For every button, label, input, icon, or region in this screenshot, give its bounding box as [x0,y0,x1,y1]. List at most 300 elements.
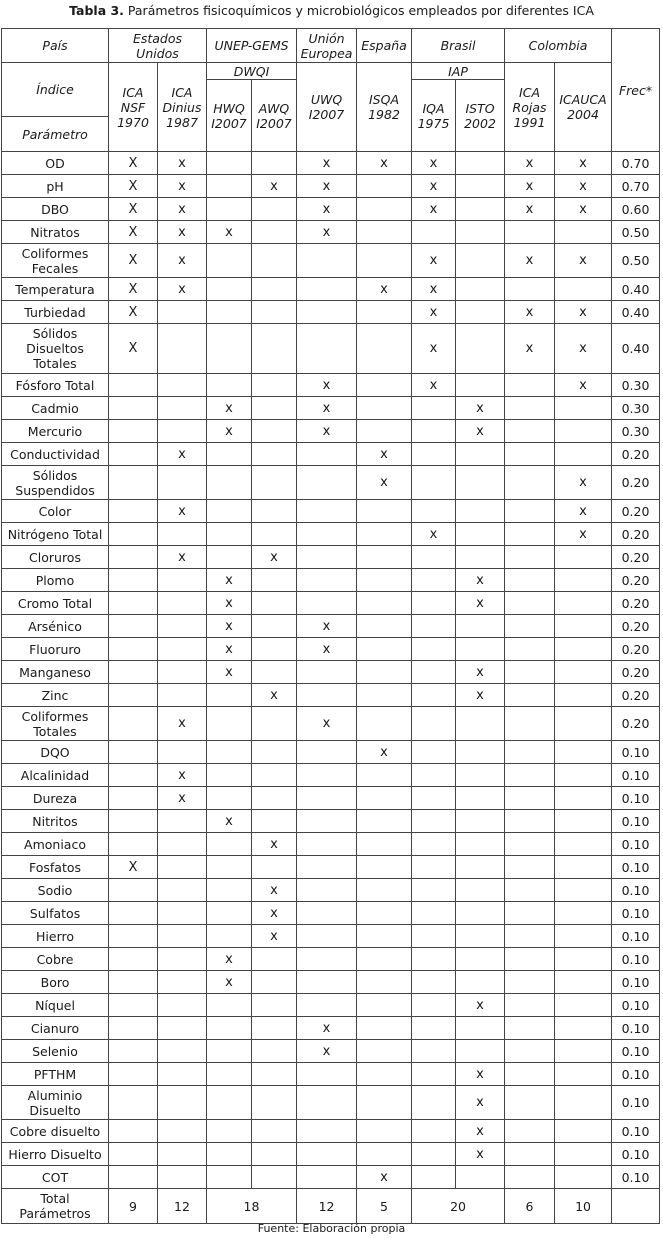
mark-cell [297,1063,357,1086]
frec-value: 0.30 [612,420,660,443]
table-row [2,592,660,615]
header-index: AWQ I2007 [252,80,297,152]
mark-cell [109,420,158,443]
mark-cell: x [357,152,412,175]
source-note: Fuente: Elaboración propia [257,1222,406,1235]
mark-cell [456,374,505,397]
frec-value: 0.20 [612,500,660,523]
mark-cell [297,902,357,925]
table-header [2,29,660,152]
caption-text: Parámetros fisicoquímicos y microbiológicos empleados por diferentes ICA [127,3,594,18]
frec-value: 0.30 [612,374,660,397]
parameter-name: Cobre disuelto [2,1120,109,1143]
table-row [2,684,660,707]
mark-cell [109,879,158,902]
mark-cell [412,569,456,592]
mark-cell [456,925,505,948]
mark-cell [456,152,505,175]
mark-cell [297,833,357,856]
mark-cell: x [357,1166,412,1189]
mark-cell: x [412,324,456,374]
mark-cell [252,1040,297,1063]
mark-cell [207,152,252,175]
mark-cell [357,615,412,638]
mark-cell [412,397,456,420]
mark-cell: x [505,324,555,374]
table-row [2,397,660,420]
mark-cell [357,684,412,707]
mark-cell: x [456,397,505,420]
mark-cell [412,638,456,661]
frec-value: 0.20 [612,523,660,546]
mark-cell [412,994,456,1017]
mark-cell [158,879,207,902]
mark-cell: x [297,1040,357,1063]
mark-cell: x [207,948,252,971]
header-country-usa: Estados Unidos [109,29,207,63]
mark-cell [555,443,612,466]
mark-cell [207,1063,252,1086]
mark-cell [505,1143,555,1166]
mark-cell [357,971,412,994]
mark-cell [456,741,505,764]
table-row [2,856,660,879]
mark-cell [412,221,456,244]
mark-cell [505,661,555,684]
mark-cell [412,1143,456,1166]
mark-cell [158,397,207,420]
parameter-name: Hierro [2,925,109,948]
mark-cell [207,198,252,221]
mark-cell [207,324,252,374]
header-index: ICA Rojas 1991 [505,63,555,152]
mark-cell [357,324,412,374]
mark-cell [412,1017,456,1040]
mark-cell [252,971,297,994]
mark-cell: x [555,175,612,198]
mark-cell: x [207,810,252,833]
mark-cell [357,500,412,523]
frec-value: 0.50 [612,244,660,278]
mark-cell [158,810,207,833]
frec-value: 0.20 [612,546,660,569]
mark-cell [109,1017,158,1040]
mark-cell: x [505,152,555,175]
mark-cell [555,1143,612,1166]
mark-cell [158,1120,207,1143]
mark-cell [158,971,207,994]
mark-cell [456,443,505,466]
parameter-name: Aluminio Disuelto [2,1086,109,1120]
mark-cell [252,615,297,638]
mark-cell: x [297,397,357,420]
parameter-name: Sólidos Suspendidos [2,466,109,500]
table-row [2,615,660,638]
mark-cell [357,1040,412,1063]
table-row [2,443,660,466]
mark-cell [357,764,412,787]
mark-cell [207,925,252,948]
table-row [2,707,660,741]
table-row [2,879,660,902]
mark-cell: x [252,546,297,569]
mark-cell [357,420,412,443]
mark-cell [357,902,412,925]
table-row [2,810,660,833]
table-row [2,374,660,397]
mark-cell [456,546,505,569]
mark-cell [555,546,612,569]
mark-cell: x [412,152,456,175]
mark-cell [158,856,207,879]
total-cell: 10 [555,1189,612,1224]
mark-cell [297,500,357,523]
mark-cell [109,902,158,925]
mark-cell [158,948,207,971]
frec-value: 0.10 [612,1017,660,1040]
mark-cell [297,764,357,787]
mark-cell [207,764,252,787]
mark-cell [412,925,456,948]
mark-cell [357,925,412,948]
mark-cell [109,925,158,948]
header-country-ue: Unión Europea [297,29,357,63]
mark-cell: x [456,994,505,1017]
mark-cell [456,787,505,810]
frec-value: 0.10 [612,810,660,833]
mark-cell [357,856,412,879]
mark-cell [207,244,252,278]
mark-cell [109,684,158,707]
mark-cell [207,879,252,902]
header-index: UWQ I2007 [297,63,357,152]
mark-cell: x [158,278,207,301]
mark-cell: X [109,221,158,244]
header-index: ICA Dinius 1987 [158,63,207,152]
mark-cell [297,661,357,684]
mark-cell [505,278,555,301]
mark-cell [505,1040,555,1063]
mark-cell: x [412,374,456,397]
mark-cell [252,741,297,764]
mark-cell [456,278,505,301]
mark-cell [357,948,412,971]
header-country-bra: Brasil [412,29,505,63]
mark-cell [412,661,456,684]
parameter-name: Boro [2,971,109,994]
mark-cell [555,833,612,856]
mark-cell [297,741,357,764]
mark-cell [505,684,555,707]
mark-cell [555,684,612,707]
mark-cell [555,994,612,1017]
parameter-name: Coliformes Fecales [2,244,109,278]
mark-cell: X [109,152,158,175]
mark-cell [456,971,505,994]
mark-cell: x [158,152,207,175]
table-row [2,833,660,856]
mark-cell [297,684,357,707]
parameter-name: Cloruros [2,546,109,569]
total-cell: 20 [412,1189,505,1224]
mark-cell [456,707,505,741]
parameter-name: DBO [2,198,109,221]
header-index: ISTO 2002 [456,80,505,152]
parameter-name: Cobre [2,948,109,971]
mark-cell: x [158,707,207,741]
mark-cell [412,879,456,902]
mark-cell: x [456,684,505,707]
table-row [2,1120,660,1143]
mark-cell [357,175,412,198]
mark-cell: x [456,1143,505,1166]
mark-cell: x [158,546,207,569]
header-country-esp: España [357,29,412,63]
mark-cell: x [412,278,456,301]
parameter-name: Níquel [2,994,109,1017]
mark-cell [456,301,505,324]
header-index: ISQA 1982 [357,63,412,152]
mark-cell [412,856,456,879]
mark-cell [207,833,252,856]
mark-cell [357,374,412,397]
parameter-name: Coliformes Totales [2,707,109,741]
mark-cell: x [158,764,207,787]
mark-cell [252,994,297,1017]
mark-cell: x [297,221,357,244]
table-body [2,152,660,1189]
mark-cell [357,301,412,324]
table-row [2,420,660,443]
mark-cell [109,707,158,741]
frec-value: 0.20 [612,466,660,500]
mark-cell [207,175,252,198]
mark-cell [412,420,456,443]
mark-cell: x [555,301,612,324]
mark-cell: x [252,833,297,856]
mark-cell [357,638,412,661]
mark-cell [109,833,158,856]
mark-cell [252,1120,297,1143]
frec-value: 0.10 [612,1143,660,1166]
mark-cell [252,324,297,374]
mark-cell [252,1086,297,1120]
mark-cell [456,615,505,638]
mark-cell: x [456,420,505,443]
mark-cell [109,1143,158,1166]
mark-cell: X [109,856,158,879]
mark-cell [456,856,505,879]
mark-cell: x [412,523,456,546]
frec-value: 0.10 [612,994,660,1017]
mark-cell [207,466,252,500]
mark-cell [297,787,357,810]
mark-cell [555,1017,612,1040]
mark-cell: x [252,925,297,948]
mark-cell [207,1086,252,1120]
mark-cell [109,1063,158,1086]
mark-cell [456,466,505,500]
header-frec: Frec* [612,29,660,152]
mark-cell [109,443,158,466]
mark-cell: x [252,879,297,902]
mark-cell [297,948,357,971]
mark-cell: x [158,175,207,198]
mark-cell [158,420,207,443]
mark-cell [252,1063,297,1086]
mark-cell [505,994,555,1017]
mark-cell [207,1040,252,1063]
mark-cell [109,500,158,523]
parameter-name: Arsénico [2,615,109,638]
table-row [2,546,660,569]
mark-cell [252,301,297,324]
parameter-name: Sulfatos [2,902,109,925]
mark-cell: x [297,638,357,661]
mark-cell [109,810,158,833]
frec-value: 0.10 [612,1166,660,1189]
mark-cell [297,810,357,833]
mark-cell: x [456,592,505,615]
mark-cell: x [297,374,357,397]
mark-cell [505,592,555,615]
header-country-unep: UNEP-GEMS [207,29,297,63]
mark-cell: x [456,569,505,592]
mark-cell [252,1166,297,1189]
mark-cell [158,661,207,684]
mark-cell [555,397,612,420]
mark-cell [207,1166,252,1189]
mark-cell: x [357,741,412,764]
parameter-name: pH [2,175,109,198]
mark-cell [252,374,297,397]
parameter-name: COT [2,1166,109,1189]
mark-cell [207,994,252,1017]
mark-cell [412,1166,456,1189]
parameter-name: Selenio [2,1040,109,1063]
mark-cell [109,546,158,569]
mark-cell [207,443,252,466]
table-row [2,1166,660,1189]
mark-cell [109,638,158,661]
mark-cell [207,1120,252,1143]
frec-value: 0.20 [612,443,660,466]
frec-value: 0.40 [612,278,660,301]
mark-cell [505,466,555,500]
frec-value: 0.10 [612,1086,660,1120]
mark-cell [357,523,412,546]
parameter-name: Conductividad [2,443,109,466]
mark-cell [252,244,297,278]
mark-cell [158,1086,207,1120]
mark-cell [357,787,412,810]
mark-cell [412,1120,456,1143]
frec-value: 0.20 [612,592,660,615]
parameter-name: Turbiedad [2,301,109,324]
mark-cell [207,1017,252,1040]
mark-cell [109,764,158,787]
frec-value: 0.10 [612,833,660,856]
mark-cell [555,638,612,661]
mark-cell: x [207,615,252,638]
mark-cell: x [252,684,297,707]
mark-cell: x [297,175,357,198]
frec-value: 0.10 [612,1040,660,1063]
mark-cell [207,787,252,810]
mark-cell [555,1120,612,1143]
mark-cell [109,1040,158,1063]
mark-cell: x [207,971,252,994]
mark-cell: x [555,244,612,278]
mark-cell [505,420,555,443]
mark-cell [456,948,505,971]
parameter-name: Sodio [2,879,109,902]
mark-cell: x [456,1086,505,1120]
mark-cell [505,1166,555,1189]
mark-cell [207,902,252,925]
mark-cell [412,1063,456,1086]
mark-cell [252,198,297,221]
mark-cell [207,707,252,741]
table-row [2,221,660,244]
mark-cell: x [207,569,252,592]
mark-cell [252,948,297,971]
mark-cell [109,569,158,592]
mark-cell [252,1017,297,1040]
frec-value: 0.20 [612,569,660,592]
mark-cell [505,615,555,638]
mark-cell [109,523,158,546]
mark-cell [109,661,158,684]
mark-cell [357,244,412,278]
mark-cell: X [109,198,158,221]
mark-cell [252,278,297,301]
mark-cell [555,764,612,787]
mark-cell [505,810,555,833]
mark-cell [252,787,297,810]
mark-cell [555,902,612,925]
frec-value: 0.40 [612,324,660,374]
mark-cell [297,278,357,301]
mark-cell: x [297,152,357,175]
mark-cell [412,741,456,764]
mark-cell [158,925,207,948]
table-row [2,787,660,810]
header-country-col: Colombia [505,29,612,63]
mark-cell [456,221,505,244]
mark-cell [505,856,555,879]
mark-cell [158,638,207,661]
mark-cell: x [555,374,612,397]
mark-cell [412,810,456,833]
mark-cell [109,741,158,764]
mark-cell [456,638,505,661]
mark-cell [456,902,505,925]
mark-cell [555,1063,612,1086]
mark-cell [505,374,555,397]
mark-cell: x [456,1063,505,1086]
mark-cell [158,1040,207,1063]
header-parametro: Parámetro [2,117,109,152]
mark-cell [456,244,505,278]
parameter-name: Mercurio [2,420,109,443]
mark-cell [252,707,297,741]
mark-cell [109,787,158,810]
mark-cell [505,1086,555,1120]
parameter-name: PFTHM [2,1063,109,1086]
parameter-name: Nitritos [2,810,109,833]
mark-cell [297,1120,357,1143]
